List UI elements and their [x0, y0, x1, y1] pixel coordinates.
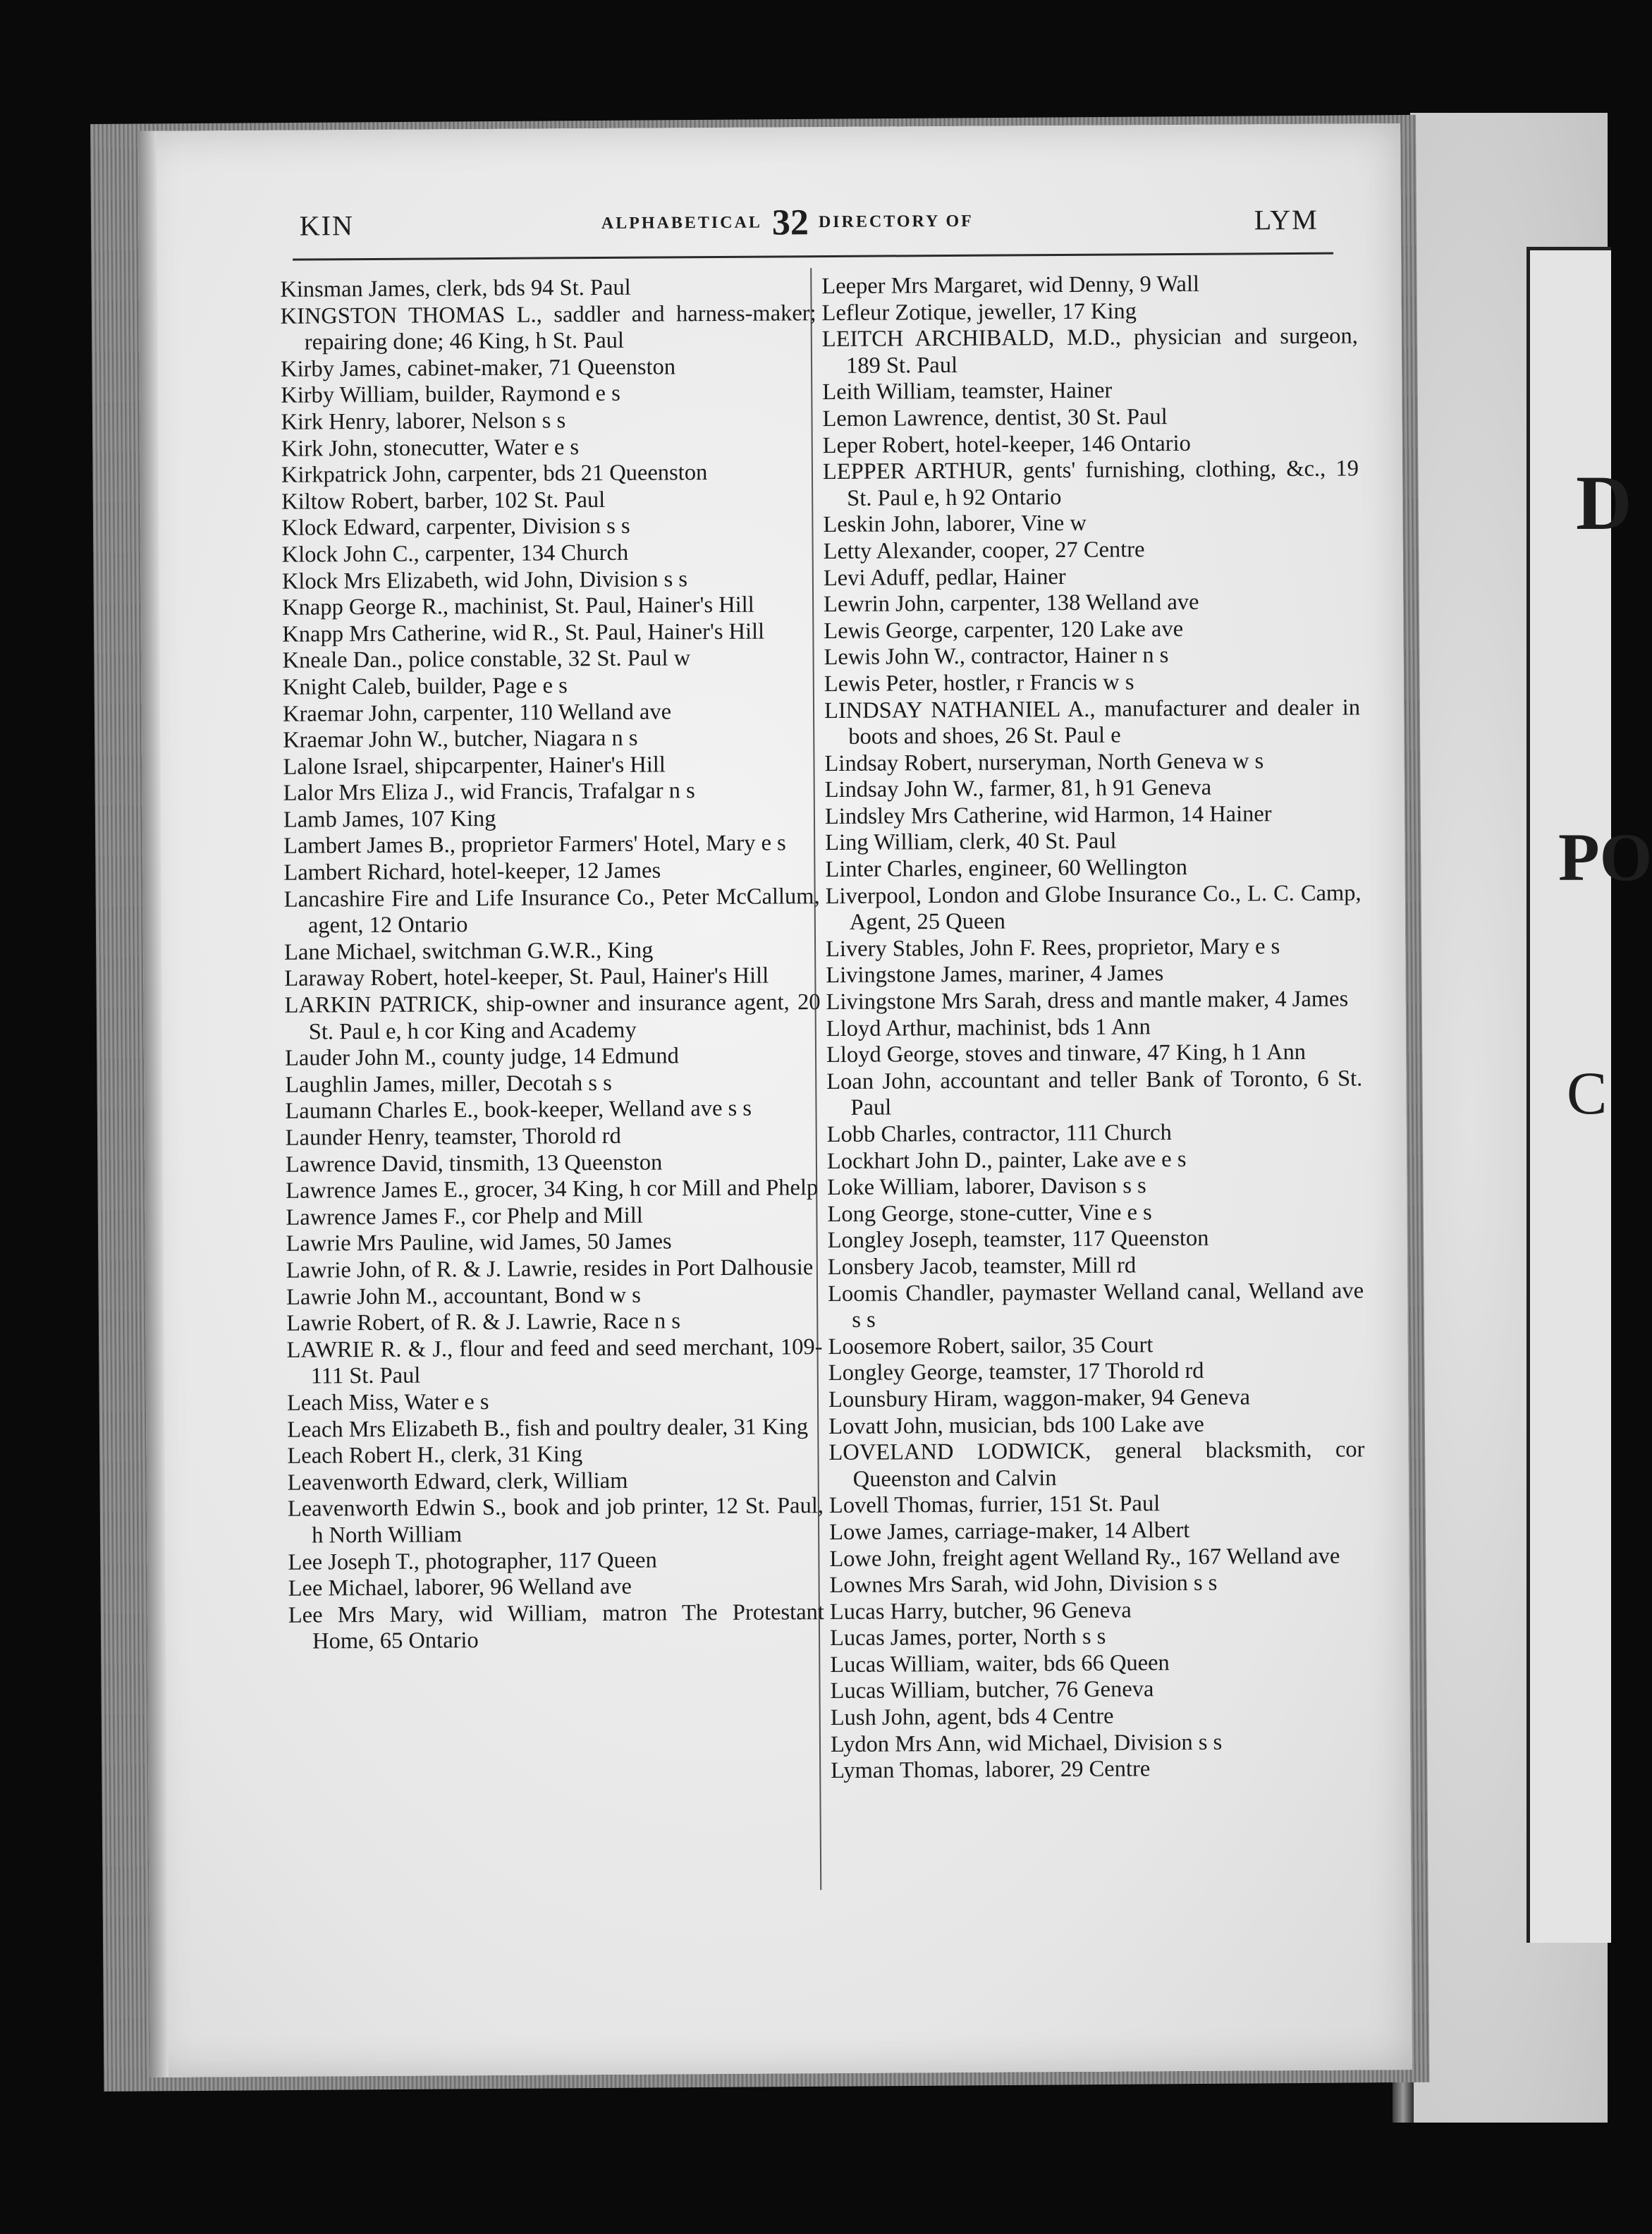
directory-entry: Lindsay Robert, nurseryman, North Geneva w s: [824, 747, 1264, 776]
directory-entry: Loan John, accountant and teller Bank of Toronto, 6 St. Paul: [826, 1066, 1363, 1121]
directory-entry: Lemon Lawrence, dentist, 30 St. Paul: [822, 404, 1168, 432]
directory-entry: Lobb Charles, contractor, 111 Church: [826, 1120, 1172, 1148]
directory-entry: Lawrence James E., grocer, 34 King, h cor Mill and Phelp: [286, 1175, 819, 1204]
header-running-title: [590, 201, 985, 245]
directory-entry: Lancashire Fire and Life Insurance Co., Peter McCallum, agent, 12 Ontario: [283, 883, 820, 939]
directory-entry: Lawrie Mrs Pauline, wid James, 50 James: [286, 1228, 672, 1257]
directory-entry: LINDSAY NATHANIEL A., manufacturer and dealer in boots and shoes, 26 St. Paul e: [824, 694, 1361, 750]
directory-entry: LAWRIE R. & J., flour and feed and seed merchant, 109-111 St. Paul: [286, 1333, 823, 1389]
directory-entry: Lawrence David, tinsmith, 13 Queenston: [285, 1149, 663, 1178]
directory-entry: Leach Robert H., clerk, 31 King: [287, 1441, 583, 1469]
adjacent-page-fragment: PO: [1558, 819, 1652, 895]
directory-entry: LEPPER ARTHUR, gents' furnishing, clothing, &c., 19 St. Paul e, h 92 Ontario: [822, 456, 1359, 511]
directory-entry: Loke William, laborer, Davison s s: [827, 1173, 1146, 1201]
directory-entry: Kirk John, stonecutter, Water e s: [281, 434, 580, 462]
directory-entry: Lauder John M., county judge, 14 Edmund: [284, 1043, 679, 1071]
directory-entry: Lovell Thomas, furrier, 151 St. Paul: [828, 1491, 1161, 1519]
directory-entry: LEITCH ARCHIBALD, M.D., physician and surgeon, 189 St. Paul: [821, 323, 1358, 379]
directory-entry: Lewis George, carpenter, 120 Lake ave: [824, 616, 1184, 644]
header-right-guide-word: LYM: [1254, 203, 1318, 236]
right-column: [821, 270, 1366, 1784]
directory-entry: Linter Charles, engineer, 60 Wellington: [825, 854, 1188, 883]
directory-entry: Kraemar John, carpenter, 110 Welland ave: [282, 698, 672, 727]
directory-entry: Lambert James B., proprietor Farmers' Hotel, Mary e s: [283, 830, 786, 860]
directory-entry: Klock John C., carpenter, 134 Church: [281, 539, 629, 568]
directory-entry: Lewrin John, carpenter, 138 Welland ave: [824, 589, 1199, 618]
directory-entry: Lambert Richard, hotel-keeper, 12 James: [283, 857, 661, 886]
header-title-pre: ALPHABETICAL: [601, 213, 762, 233]
directory-page: [138, 123, 1412, 2077]
directory-entry: Lalone Israel, shipcarpenter, Hainer's Hill: [283, 752, 666, 780]
header-title-post: DIRECTORY OF: [818, 212, 974, 232]
directory-entry: Lewis John W., contractor, Hainer n s: [824, 642, 1169, 671]
directory-entry: Long George, stone-cutter, Vine e s: [827, 1200, 1152, 1227]
directory-entry: Lockhart John D., painter, Lake ave e s: [826, 1146, 1187, 1174]
directory-entry: Lucas William, butcher, 76 Geneva: [830, 1676, 1154, 1704]
directory-entry: Laraway Robert, hotel-keeper, St. Paul, Hainer's Hill: [284, 963, 769, 992]
directory-entry: Letty Alexander, cooper, 27 Centre: [823, 537, 1145, 565]
directory-entry: Laughlin James, miller, Decotah s s: [285, 1070, 612, 1098]
directory-entry: Longley Joseph, teamster, 117 Queenston: [827, 1226, 1209, 1254]
header-left-guide-word: KIN: [299, 209, 355, 242]
page-number: 32: [771, 202, 809, 243]
directory-entry: Lush John, agent, bds 4 Centre: [830, 1703, 1114, 1731]
directory-entry: Lloyd Arthur, machinist, bds 1 Ann: [826, 1013, 1151, 1042]
directory-entry: Lalor Mrs Eliza J., wid Francis, Trafalgar n s: [283, 778, 695, 807]
directory-entry: Kraemar John W., butcher, Niagara n s: [283, 725, 638, 753]
directory-entry: Lowe John, freight agent Welland Ry., 167 Welland ave: [829, 1543, 1340, 1572]
directory-entry: Leeper Mrs Margaret, wid Denny, 9 Wall: [821, 271, 1200, 300]
directory-entry: Lawrie John M., accountant, Bond w s: [286, 1282, 641, 1310]
directory-entry: Lucas Harry, butcher, 96 Geneva: [829, 1597, 1132, 1625]
directory-entry: Leith William, teamster, Hainer: [822, 377, 1113, 405]
left-column: [280, 274, 824, 1655]
directory-entry: Lawrie Robert, of R. & J. Lawrie, Race n s: [286, 1308, 681, 1336]
directory-entry: Kirk Henry, laborer, Nelson s s: [281, 408, 566, 435]
directory-entry: Laumann Charles E., book-keeper, Welland ave s s: [285, 1096, 752, 1125]
adjacent-page-fragment: D: [1576, 460, 1632, 546]
directory-entry: Loomis Chandler, paymaster Welland canal, Welland ave s s: [827, 1277, 1364, 1333]
directory-entry: Lewis Peter, hostler, r Francis w s: [824, 669, 1134, 697]
directory-entry: LOVELAND LODWICK, general blacksmith, cor Queenston and Calvin: [828, 1436, 1365, 1492]
directory-entry: Lyman Thomas, laborer, 29 Centre: [831, 1756, 1151, 1784]
directory-entry: Livingstone James, mariner, 4 James: [826, 960, 1164, 989]
directory-entry: Kirby William, builder, Raymond e s: [281, 381, 620, 409]
directory-entry: KINGSTON THOMAS L., saddler and harness-maker; repairing done; 46 King, h St. Paul: [280, 300, 816, 355]
directory-entry: Leavenworth Edward, clerk, William: [287, 1467, 628, 1496]
directory-entry: Lawrie John, of R. & J. Lawrie, resides in Port Dalhousie: [286, 1255, 814, 1283]
directory-entry: Lindsay John W., farmer, 81, h 91 Geneva: [824, 775, 1212, 803]
directory-entry: LARKIN PATRICK, ship-owner and insurance agent, 20 St. Paul e, h cor King and Academy: [284, 989, 821, 1045]
directory-entry: Lonsbery Jacob, teamster, Mill rd: [827, 1252, 1137, 1281]
directory-entry: Ling William, clerk, 40 St. Paul: [825, 829, 1117, 856]
page-header: [139, 202, 1402, 274]
directory-entry: Longley George, teamster, 17 Thorold rd: [828, 1358, 1204, 1386]
directory-entry: Lownes Mrs Sarah, wid John, Division s s: [829, 1570, 1218, 1599]
directory-entry: Liverpool, London and Globe Insurance Co., L. C. Camp, Agent, 25 Queen: [825, 880, 1362, 936]
directory-entry: Lowe James, carriage-maker, 14 Albert: [829, 1517, 1190, 1545]
directory-entry: Lefleur Zotique, jeweller, 17 King: [821, 298, 1137, 326]
directory-entry: Kirkpatrick John, carpenter, bds 21 Queenston: [281, 460, 708, 488]
directory-entry: Kinsman James, clerk, bds 94 St. Paul: [280, 274, 631, 303]
directory-entry: Lounsbury Hiram, waggon-maker, 94 Geneva: [828, 1384, 1251, 1412]
directory-entry: Lee Joseph T., photographer, 117 Queen: [288, 1547, 657, 1575]
directory-entry: Loosemore Robert, sailor, 35 Court: [828, 1331, 1154, 1360]
directory-entry: Klock Edward, carpenter, Division s s: [281, 513, 630, 542]
directory-entry: Knapp George R., machinist, St. Paul, Hainer's Hill: [282, 592, 754, 621]
directory-entry: Lydon Mrs Ann, wid Michael, Division s s: [830, 1729, 1223, 1757]
directory-entry: Lee Michael, laborer, 96 Welland ave: [288, 1573, 632, 1601]
adjacent-page-fragment: C: [1567, 1059, 1608, 1127]
directory-entry: Lane Michael, switchman G.W.R., King: [284, 937, 654, 965]
directory-entry: Lee Mrs Mary, wid William, matron The Protestant Home, 65 Ontario: [288, 1599, 824, 1654]
directory-entry: Lamb James, 107 King: [283, 805, 496, 833]
directory-entry: Knapp Mrs Catherine, wid R., St. Paul, Hainer's Hill: [282, 618, 765, 647]
directory-entry: Livingstone Mrs Sarah, dress and mantle maker, 4 James: [826, 986, 1349, 1015]
directory-entry: Lovatt John, musician, bds 100 Lake ave: [828, 1411, 1204, 1439]
directory-entry: Lawrence James F., cor Phelp and Mill: [286, 1202, 643, 1231]
directory-entry: Leper Robert, hotel-keeper, 146 Ontario: [822, 430, 1191, 458]
directory-entry: Knight Caleb, builder, Page e s: [282, 673, 568, 700]
directory-entry: Kiltow Robert, barber, 102 St. Paul: [281, 487, 606, 515]
directory-entry: Levi Aduff, pedlar, Hainer: [823, 563, 1066, 591]
directory-entry: Lucas William, waiter, bds 66 Queen: [830, 1649, 1170, 1678]
directory-entry: Leavenworth Edwin S., book and job printer, 12 St. Paul, h North William: [287, 1493, 824, 1549]
directory-entry: Kirby James, cabinet-maker, 71 Queenston: [280, 354, 676, 382]
directory-entry: Leach Mrs Elizabeth B., fish and poultry dealer, 31 King: [287, 1413, 809, 1443]
directory-entry: Livery Stables, John F. Rees, proprietor, Mary e s: [825, 933, 1280, 962]
directory-entry: Kneale Dan., police constable, 32 St. Paul w: [282, 645, 691, 674]
directory-entry: Launder Henry, teamster, Thorold rd: [285, 1123, 621, 1151]
directory-entry: Lindsley Mrs Catherine, wid Harmon, 14 Hainer: [824, 801, 1272, 829]
directory-entry: Lloyd George, stoves and tinware, 47 King, h 1 Ann: [826, 1039, 1307, 1068]
directory-entry: Leach Miss, Water e s: [286, 1388, 489, 1416]
directory-entry: Klock Mrs Elizabeth, wid John, Division s s: [281, 566, 688, 594]
directory-entry: Leskin John, laborer, Vine w: [823, 511, 1087, 538]
directory-entry: Lucas James, porter, North s s: [829, 1623, 1106, 1652]
